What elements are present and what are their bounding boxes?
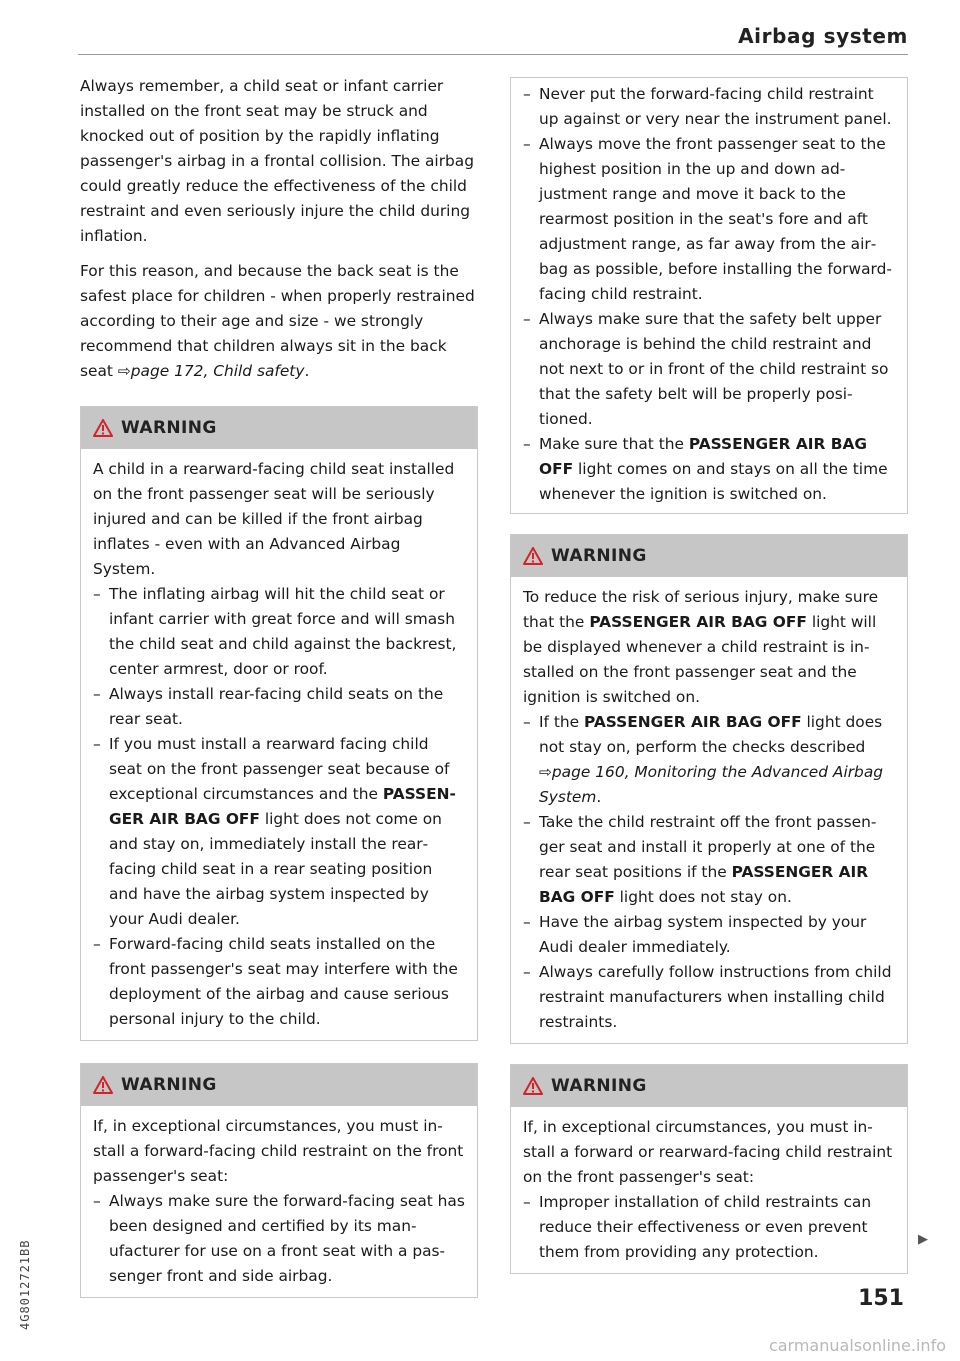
list-item: – Always make sure the forward-facing seat has been designed and certified by its manufacturer for use on a front seat with a passenger front and side airbag. bbox=[93, 1189, 465, 1289]
warning-triangle-icon bbox=[523, 547, 543, 565]
warning-title: WARNING bbox=[121, 1074, 217, 1095]
list-item: – If you must install a rearward facing child seat on the front passenger seat because of exceptional circumstances and the PASSENGER AIR BAG OFF light does not come on and stay on, immediately install the rearfacing child seat in a rear seating position and have the airbag system inspected by your Audi dealer. bbox=[93, 732, 465, 932]
page-reference-link[interactable]: page 172, Child safety bbox=[130, 362, 305, 380]
intro-paragraph: Always remember, a child seat or infant carrier installed on the front seat may be struck and knocked out of position by the rapidly inflating passenger's airbag in a frontal collision. The airbag could greatly reduce the effectiveness of the child restraint and even seriously injure the child during inflation. bbox=[80, 77, 475, 245]
list-item: – Always make sure that the safety belt upper anchorage is behind the child restraint and not next to or in front of the child restraint so that the safety belt will be properly positioned. bbox=[523, 307, 895, 432]
list-item: – Forward-facing child seats installed on the front passenger's seat may interfere with the deployment of the airbag and cause serious personal injury to the child. bbox=[93, 932, 465, 1032]
list-item: – Always carefully follow instructions from child restraint manufacturers when installing child restraints. bbox=[523, 960, 895, 1035]
header-rule bbox=[78, 54, 908, 55]
continue-arrow-icon: ▶ bbox=[918, 1232, 928, 1247]
warning-list bbox=[523, 1190, 895, 1265]
warning-box-1 bbox=[80, 406, 478, 1041]
list-item: – Never put the forward-facing child restraint up against or very near the instrument panel. bbox=[523, 82, 895, 132]
warning-list bbox=[523, 82, 895, 507]
list-item: – Make sure that the PASSENGER AIR BAG OFF light comes on and stays on all the time whenever the ignition is switched on. bbox=[523, 432, 895, 507]
left-column bbox=[80, 74, 478, 1318]
warning-intro: If, in exceptional circumstances, you must install a forward-facing child restraint on the front passenger's seat: bbox=[93, 1117, 464, 1185]
warning-title: WARNING bbox=[121, 417, 217, 438]
warning-box-2 bbox=[80, 1063, 478, 1298]
back-seat-paragraph: For this reason, and because the back seat is the safest place for children - when properly restrained according to their age and size - we strongly recommend that children always sit in the back seat ⇨page 172, Child safety. bbox=[80, 262, 475, 380]
list-item: – Improper installation of child restraints can reduce their effectiveness or even prevent them from providing any protection. bbox=[523, 1190, 895, 1265]
page-number: 151 bbox=[858, 1286, 904, 1311]
warning-header bbox=[81, 1064, 477, 1106]
warning-header bbox=[81, 407, 477, 449]
warning-list bbox=[523, 710, 895, 1035]
warning-intro: To reduce the risk of serious injury, make sure that the PASSENGER AIR BAG OFF light will be displayed whenever a child restraint is installed on the front passenger seat and the ignition is switched on. bbox=[523, 588, 879, 706]
warning-header bbox=[511, 535, 907, 577]
list-item: – Take the child restraint off the front passenger seat and install it properly at one of the rear seat positions if the PASSENGER AIR BAG OFF light does not stay on. bbox=[523, 810, 895, 910]
list-item: – Always move the front passenger seat to the highest position in the up and down adjustment range and move it back to the rearmost position in the seat's fore and aft adjustment range, as far away from the airbag as possible, before installing the forward-facing child restraint. bbox=[523, 132, 895, 307]
list-item: – The inflating airbag will hit the child seat or infant carrier with great force and will smash the child seat and child against the backrest, center armrest, door or roof. bbox=[93, 582, 465, 682]
warning-intro: A child in a rearward-facing child seat installed on the front passenger seat will be seriously injured and can be killed if the front airbag inflates - even with an Advanced Airbag System. bbox=[93, 460, 455, 578]
section-title: Airbag system bbox=[738, 24, 908, 48]
warning-title: WARNING bbox=[551, 545, 647, 566]
continued-warning-box bbox=[510, 77, 908, 514]
warning-triangle-icon bbox=[93, 1076, 113, 1094]
warning-intro: If, in exceptional circumstances, you must install a forward or rearward-facing child restraint on the front passenger's seat: bbox=[523, 1118, 893, 1186]
reference-arrow-icon: ⇨ bbox=[539, 763, 552, 781]
page-reference-link[interactable]: page 160, Monitoring the Advanced Airbag System bbox=[539, 763, 884, 806]
warning-title: WARNING bbox=[551, 1075, 647, 1096]
document-code: 4G8012721BB bbox=[18, 1239, 32, 1330]
right-column bbox=[510, 77, 908, 1294]
watermark: carmanualsonline.info bbox=[768, 1336, 946, 1355]
warning-box-4 bbox=[510, 1064, 908, 1274]
list-item: – Have the airbag system inspected by your Audi dealer immediately. bbox=[523, 910, 895, 960]
warning-header bbox=[511, 1065, 907, 1107]
list-item: – Always install rear-facing child seats on the rear seat. bbox=[93, 682, 465, 732]
list-item: – If the PASSENGER AIR BAG OFF light does not stay on, perform the checks described ⇨page 160, Monitoring the Advanced Airbag System. bbox=[523, 710, 895, 810]
warning-box-3 bbox=[510, 534, 908, 1044]
warning-triangle-icon bbox=[93, 419, 113, 437]
warning-list bbox=[93, 1189, 465, 1289]
warning-list bbox=[93, 582, 465, 1032]
warning-triangle-icon bbox=[523, 1077, 543, 1095]
reference-arrow-icon: ⇨ bbox=[117, 362, 131, 380]
